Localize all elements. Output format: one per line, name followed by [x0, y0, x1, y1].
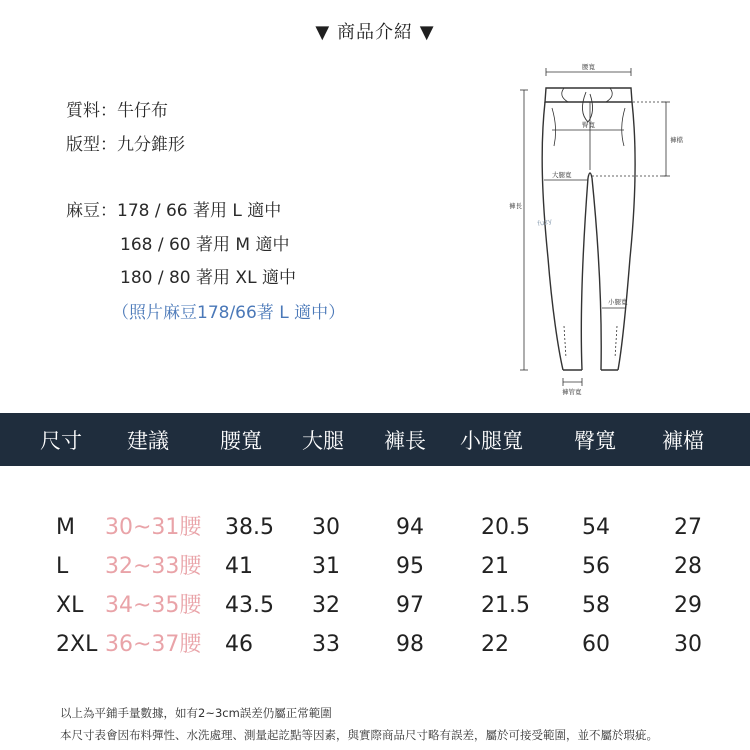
thigh-label: 大腿寬	[552, 171, 572, 179]
header-calf: 小腿寬	[460, 429, 523, 453]
row-2xl-length: 98	[396, 632, 424, 657]
calf-label: 小腿寬	[608, 298, 628, 306]
header-thigh: 大腿	[302, 429, 344, 453]
waist-label: 腰寬	[582, 63, 595, 71]
row-xl-calf: 21.5	[481, 593, 530, 618]
row-xl-thigh: 32	[312, 593, 340, 618]
row-m-waist: 38.5	[225, 515, 274, 540]
pants-diagram	[506, 58, 696, 398]
row-2xl-size: 2XL	[56, 632, 98, 657]
row-l-length: 95	[396, 554, 424, 579]
row-m-size: M	[56, 515, 75, 540]
row-l-calf: 21	[481, 554, 509, 579]
row-l-size: L	[56, 554, 69, 579]
hem-label: 褲管寬	[562, 388, 582, 396]
hip-label: 臀寬	[582, 121, 595, 129]
row-2xl-calf: 22	[481, 632, 509, 657]
measurement-note: 以上為平鋪手量數據，如有2~3cm誤差仍屬正常範圍	[60, 706, 332, 720]
row-2xl-rise: 30	[674, 632, 702, 657]
row-2xl-suggestion: 36~37腰	[105, 632, 202, 657]
brand-watermark: fuzy	[536, 217, 553, 228]
length-label: 褲長	[509, 202, 522, 210]
row-l-suggestion: 32~33腰	[105, 554, 202, 579]
row-xl-waist: 43.5	[225, 593, 274, 618]
row-m-thigh: 30	[312, 515, 340, 540]
model-spec-1: 麻豆：178 / 66 著用 L 適中	[66, 201, 282, 221]
row-2xl-waist: 46	[225, 632, 253, 657]
row-l-waist: 41	[225, 554, 253, 579]
model-spec-3: 180 / 80 著用 XL 適中	[120, 268, 296, 288]
photo-model-note: （照片麻豆178/66著 L 適中）	[112, 303, 346, 323]
row-xl-size: XL	[56, 593, 84, 618]
row-m-length: 94	[396, 515, 424, 540]
header-rise: 褲檔	[662, 429, 704, 453]
row-2xl-thigh: 33	[312, 632, 340, 657]
rise-label: 褲檔	[670, 136, 683, 144]
size-table-header	[0, 413, 750, 466]
disclaimer-note: 本尺寸表會因布料彈性、水洗處理、測量起訖點等因素，與實際商品尺寸略有誤差，屬於可接受範圍，並不屬於瑕疵。	[60, 728, 658, 742]
header-waist: 腰寬	[220, 429, 262, 453]
section-title: ▼ 商品介紹 ▼	[315, 22, 435, 43]
row-l-thigh: 31	[312, 554, 340, 579]
row-l-rise: 28	[674, 554, 702, 579]
row-xl-length: 97	[396, 593, 424, 618]
model-spec-2: 168 / 60 著用 M 適中	[120, 235, 290, 255]
row-xl-hip: 58	[582, 593, 610, 618]
material-spec: 質料：牛仔布	[66, 101, 168, 121]
row-m-calf: 20.5	[481, 515, 530, 540]
row-m-hip: 54	[582, 515, 610, 540]
row-xl-rise: 29	[674, 593, 702, 618]
header-suggestion: 建議	[127, 429, 169, 453]
row-m-suggestion: 30~31腰	[105, 515, 202, 540]
header-length: 褲長	[384, 429, 426, 453]
header-hip: 臀寬	[574, 429, 616, 453]
row-xl-suggestion: 34~35腰	[105, 593, 202, 618]
header-size: 尺寸	[40, 429, 82, 453]
row-l-hip: 56	[582, 554, 610, 579]
row-2xl-hip: 60	[582, 632, 610, 657]
row-m-rise: 27	[674, 515, 702, 540]
fit-spec: 版型：九分錐形	[66, 135, 185, 155]
